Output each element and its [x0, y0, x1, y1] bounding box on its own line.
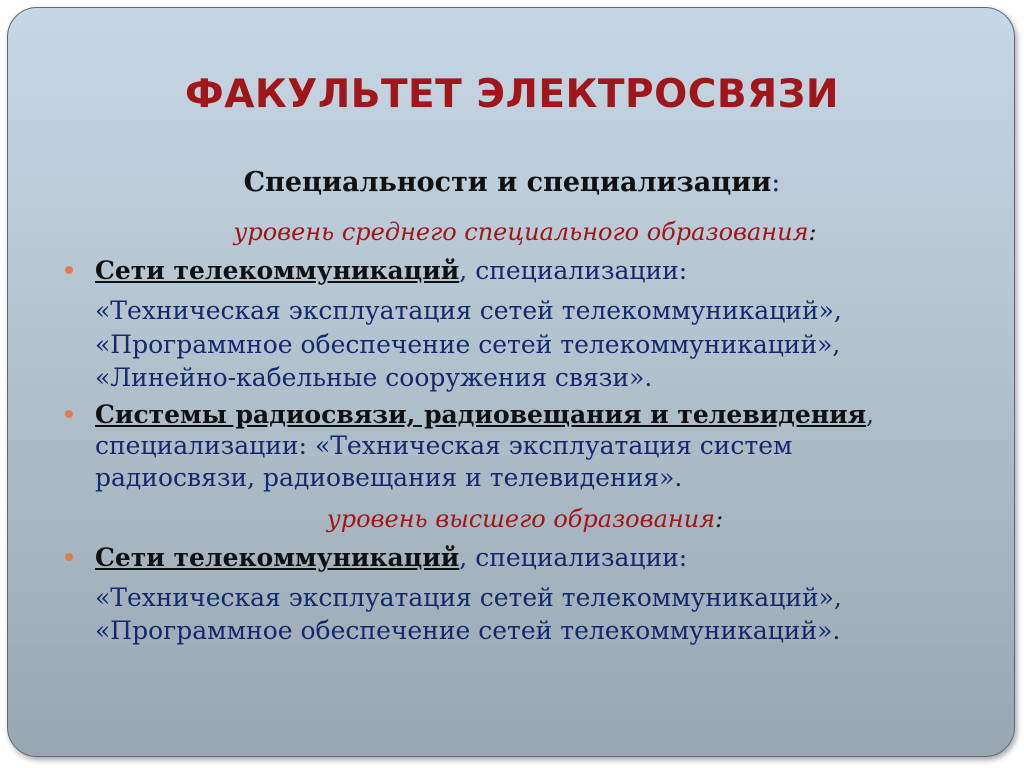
bullet-dot-icon [65, 410, 73, 418]
slide-title: ФАКУЛЬТЕТ ЭЛЕКТРОСВЯЗИ [185, 72, 839, 117]
subtitle-text: Специальности и специализации [243, 167, 772, 198]
level-secondary [13, 217, 1024, 247]
bullet-1-after-heading: , специализации: [459, 256, 688, 285]
bullet-3-heading-line [95, 543, 687, 573]
level-higher-text: уровень высшего образования [326, 505, 716, 533]
bullet-2-heading: Системы радиосвязи, радиовещания и телевидения [95, 400, 867, 429]
bullet-3-after-heading: , специализации: [459, 543, 688, 572]
bullet-3-line-1: «Техническая эксплуатация сетей телекоммуникаций», [95, 583, 842, 612]
level-secondary-colon: : [808, 218, 817, 246]
bullet-2-line-1: специализации: «Техническая эксплуатация систем [95, 431, 793, 460]
bullet-dot-icon [65, 266, 73, 274]
level-higher-colon: : [715, 505, 724, 533]
bullet-1-line-2: «Программное обеспечение сетей телекоммуникаций», [95, 330, 841, 359]
bullet-1-heading: Сети телекоммуникаций [95, 256, 460, 285]
bullet-dot-icon [65, 553, 73, 561]
level-higher [13, 504, 1024, 534]
bullet-2-heading-line [95, 400, 874, 430]
bullet-3-heading: Сети телекоммуникаций [95, 543, 460, 572]
level-secondary-text: уровень среднего специального образования [233, 218, 809, 246]
bullet-1-heading-line [95, 256, 687, 286]
bullet-1-line-1: «Техническая эксплуатация сетей телекоммуникаций», [95, 296, 842, 325]
bullet-2-after-heading: , [866, 400, 875, 429]
bullet-2-line-2: радиосвязи, радиовещания и телевидения». [95, 463, 683, 492]
subtitle-colon: : [771, 167, 781, 198]
bullet-1-line-3: «Линейно-кабельные сооружения связи». [95, 363, 653, 392]
subtitle [0, 168, 1024, 198]
bullet-3-line-2: «Программное обеспечение сетей телекоммуникаций». [95, 616, 841, 645]
